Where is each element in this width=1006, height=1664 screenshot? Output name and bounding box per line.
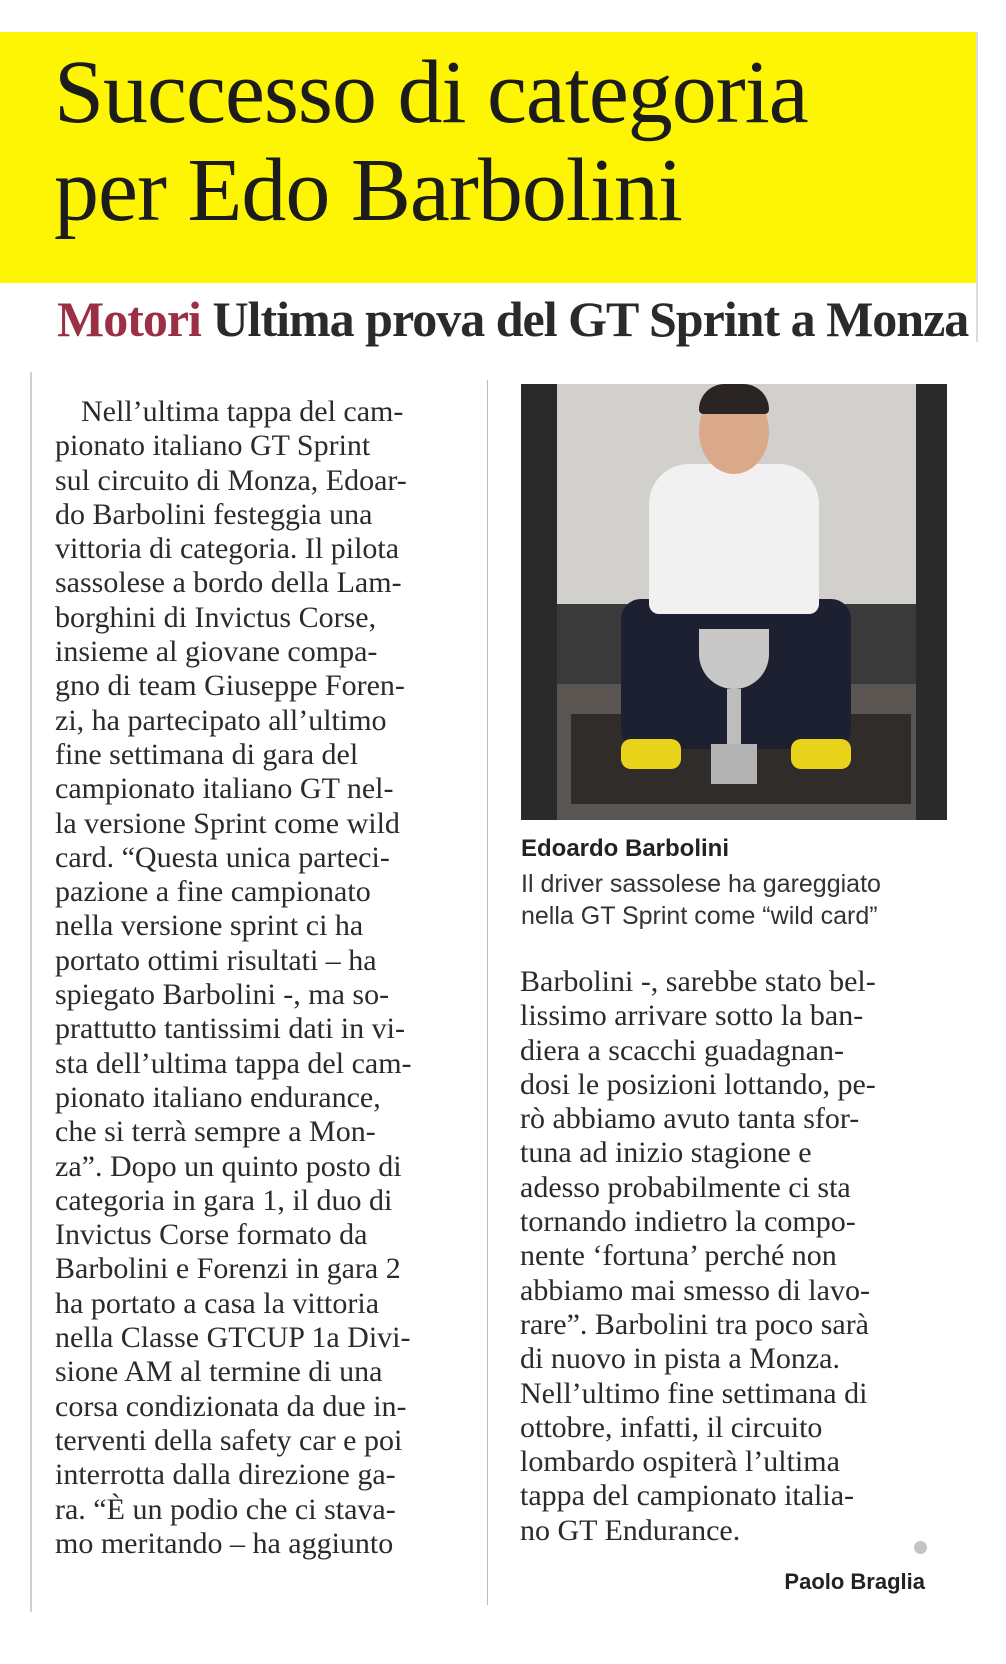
article-line: gno di team Giuseppe Foren- [55, 669, 405, 703]
article-line: lombardo ospiterà l’ultima [520, 1445, 840, 1479]
article-photo [521, 384, 947, 820]
article-body-left-column [55, 395, 475, 1561]
photo-shoe-left [621, 739, 681, 769]
article-line: sione AM al termine di una [55, 1355, 383, 1389]
article-line: Barbolini e Forenzi in gara 2 [55, 1252, 401, 1286]
photo-caption-line-2: nella GT Sprint come “wild card” [521, 902, 878, 930]
headline-line-1: Successo di categoria [54, 43, 808, 142]
article-line: prattutto tantissimi dati in vi- [55, 1012, 405, 1046]
subheadline-text: Ultima prova del GT Sprint a Monza [212, 291, 969, 347]
article-line: categoria in gara 1, il duo di [55, 1183, 393, 1217]
article-line: dosi le posizioni lottando, pe- [520, 1067, 876, 1101]
trophy-cup [699, 629, 769, 689]
article-line: Invictus Corse formato da [55, 1218, 368, 1252]
article-line: pionato italiano GT Sprint [55, 429, 371, 463]
photo-driver-hair [699, 384, 769, 414]
article-line: nente ‘fortuna’ perché non [520, 1239, 837, 1273]
article-line: pionato italiano endurance, [55, 1080, 381, 1114]
article-line: nella Classe GTCUP 1a Divi- [55, 1321, 411, 1355]
photo-caption [521, 868, 941, 932]
article-line: pazione a fine campionato [55, 875, 371, 909]
article-line: borghini di Invictus Corse, [55, 600, 377, 634]
article-paragraph [55, 395, 475, 1561]
article-line: ra. “È un podio che ci stava- [55, 1492, 396, 1526]
photo-caption-line-1: Il driver sassolese ha gareggiato [521, 870, 881, 898]
article-line: nella versione sprint ci ha [55, 909, 364, 943]
column-divider [487, 380, 488, 1605]
article-line: mo meritando – ha aggiunto [55, 1526, 394, 1560]
subheadline [57, 289, 969, 349]
article-line: spiegato Barbolini -, ma so- [55, 978, 390, 1012]
byline: Paolo Braglia [784, 1569, 925, 1594]
photo-caption-title: Edoardo Barbolini [521, 835, 730, 862]
article-line: rò abbiamo avuto tanta sfor- [520, 1102, 860, 1136]
article-line: Nell’ultima tappa del cam- [81, 395, 404, 428]
article-body-right-column [520, 965, 930, 1548]
clipping-edge [976, 32, 978, 342]
article-line: do Barbolini festeggia una [55, 497, 373, 531]
photo-shoe-right [791, 739, 851, 769]
article-line: Nell’ultimo fine settimana di [520, 1376, 868, 1410]
article-line: no GT Endurance. [520, 1513, 741, 1547]
article-line: la versione Sprint come wild [55, 806, 400, 840]
headline-line-2: per Edo Barbolini [54, 141, 682, 240]
photo-trophy [699, 629, 769, 794]
article-line: di nuovo in pista a Monza. [520, 1342, 840, 1376]
photo-door-frame-right [916, 384, 947, 820]
article-line: diera a scacchi guadagnan- [520, 1033, 844, 1067]
trophy-stem [727, 689, 741, 744]
article-line: za”. Dopo un quinto posto di [55, 1149, 402, 1183]
article-line: tuna ad inizio stagione e [520, 1136, 812, 1170]
article-line: che si terrà sempre a Mon- [55, 1115, 376, 1149]
article-line: adesso probabilmente ci sta [520, 1170, 851, 1204]
section-kicker: Motori [57, 291, 201, 347]
article-paragraph [520, 965, 930, 1548]
article-line: sta dell’ultima tappa del cam- [55, 1046, 412, 1080]
article-line: fine settimana di gara del [55, 737, 359, 771]
article-line: insieme al giovane compa- [55, 635, 378, 669]
photo-door-frame-left [521, 384, 557, 820]
article-line: ottobre, infatti, il circuito [520, 1410, 823, 1444]
article-line: Barbolini -, sarebbe stato bel- [520, 965, 876, 998]
article-line: rare”. Barbolini tra poco sarà [520, 1307, 869, 1341]
article-line: zi, ha partecipato all’ultimo [55, 703, 387, 737]
article-line: portato ottimi risultati – ha [55, 943, 377, 977]
end-of-article-bullet [914, 1541, 927, 1554]
article-line: ha portato a casa la vittoria [55, 1286, 380, 1320]
article-line: campionato italiano GT nel- [55, 772, 394, 806]
clipping-edge-left [30, 372, 32, 1612]
article-line: sassolese a bordo della Lam- [55, 566, 402, 600]
article-line: lissimo arrivare sotto la ban- [520, 999, 864, 1033]
photo-driver-shirt [649, 464, 819, 614]
article-line: sul circuito di Monza, Edoar- [55, 463, 407, 497]
article-line: tappa del campionato italia- [520, 1479, 855, 1513]
article-line: interrotta dalla direzione ga- [55, 1458, 396, 1492]
article-line: tornando indietro la compo- [520, 1205, 856, 1239]
trophy-base [711, 744, 757, 784]
article-line: terventi della safety car e poi [55, 1423, 403, 1457]
article-line: corsa condizionata da due in- [55, 1389, 407, 1423]
article-line: card. “Questa unica parteci- [55, 840, 390, 874]
article-line: vittoria di categoria. Il pilota [55, 532, 400, 566]
article-line: abbiamo mai smesso di lavo- [520, 1273, 870, 1307]
headline [54, 44, 954, 240]
